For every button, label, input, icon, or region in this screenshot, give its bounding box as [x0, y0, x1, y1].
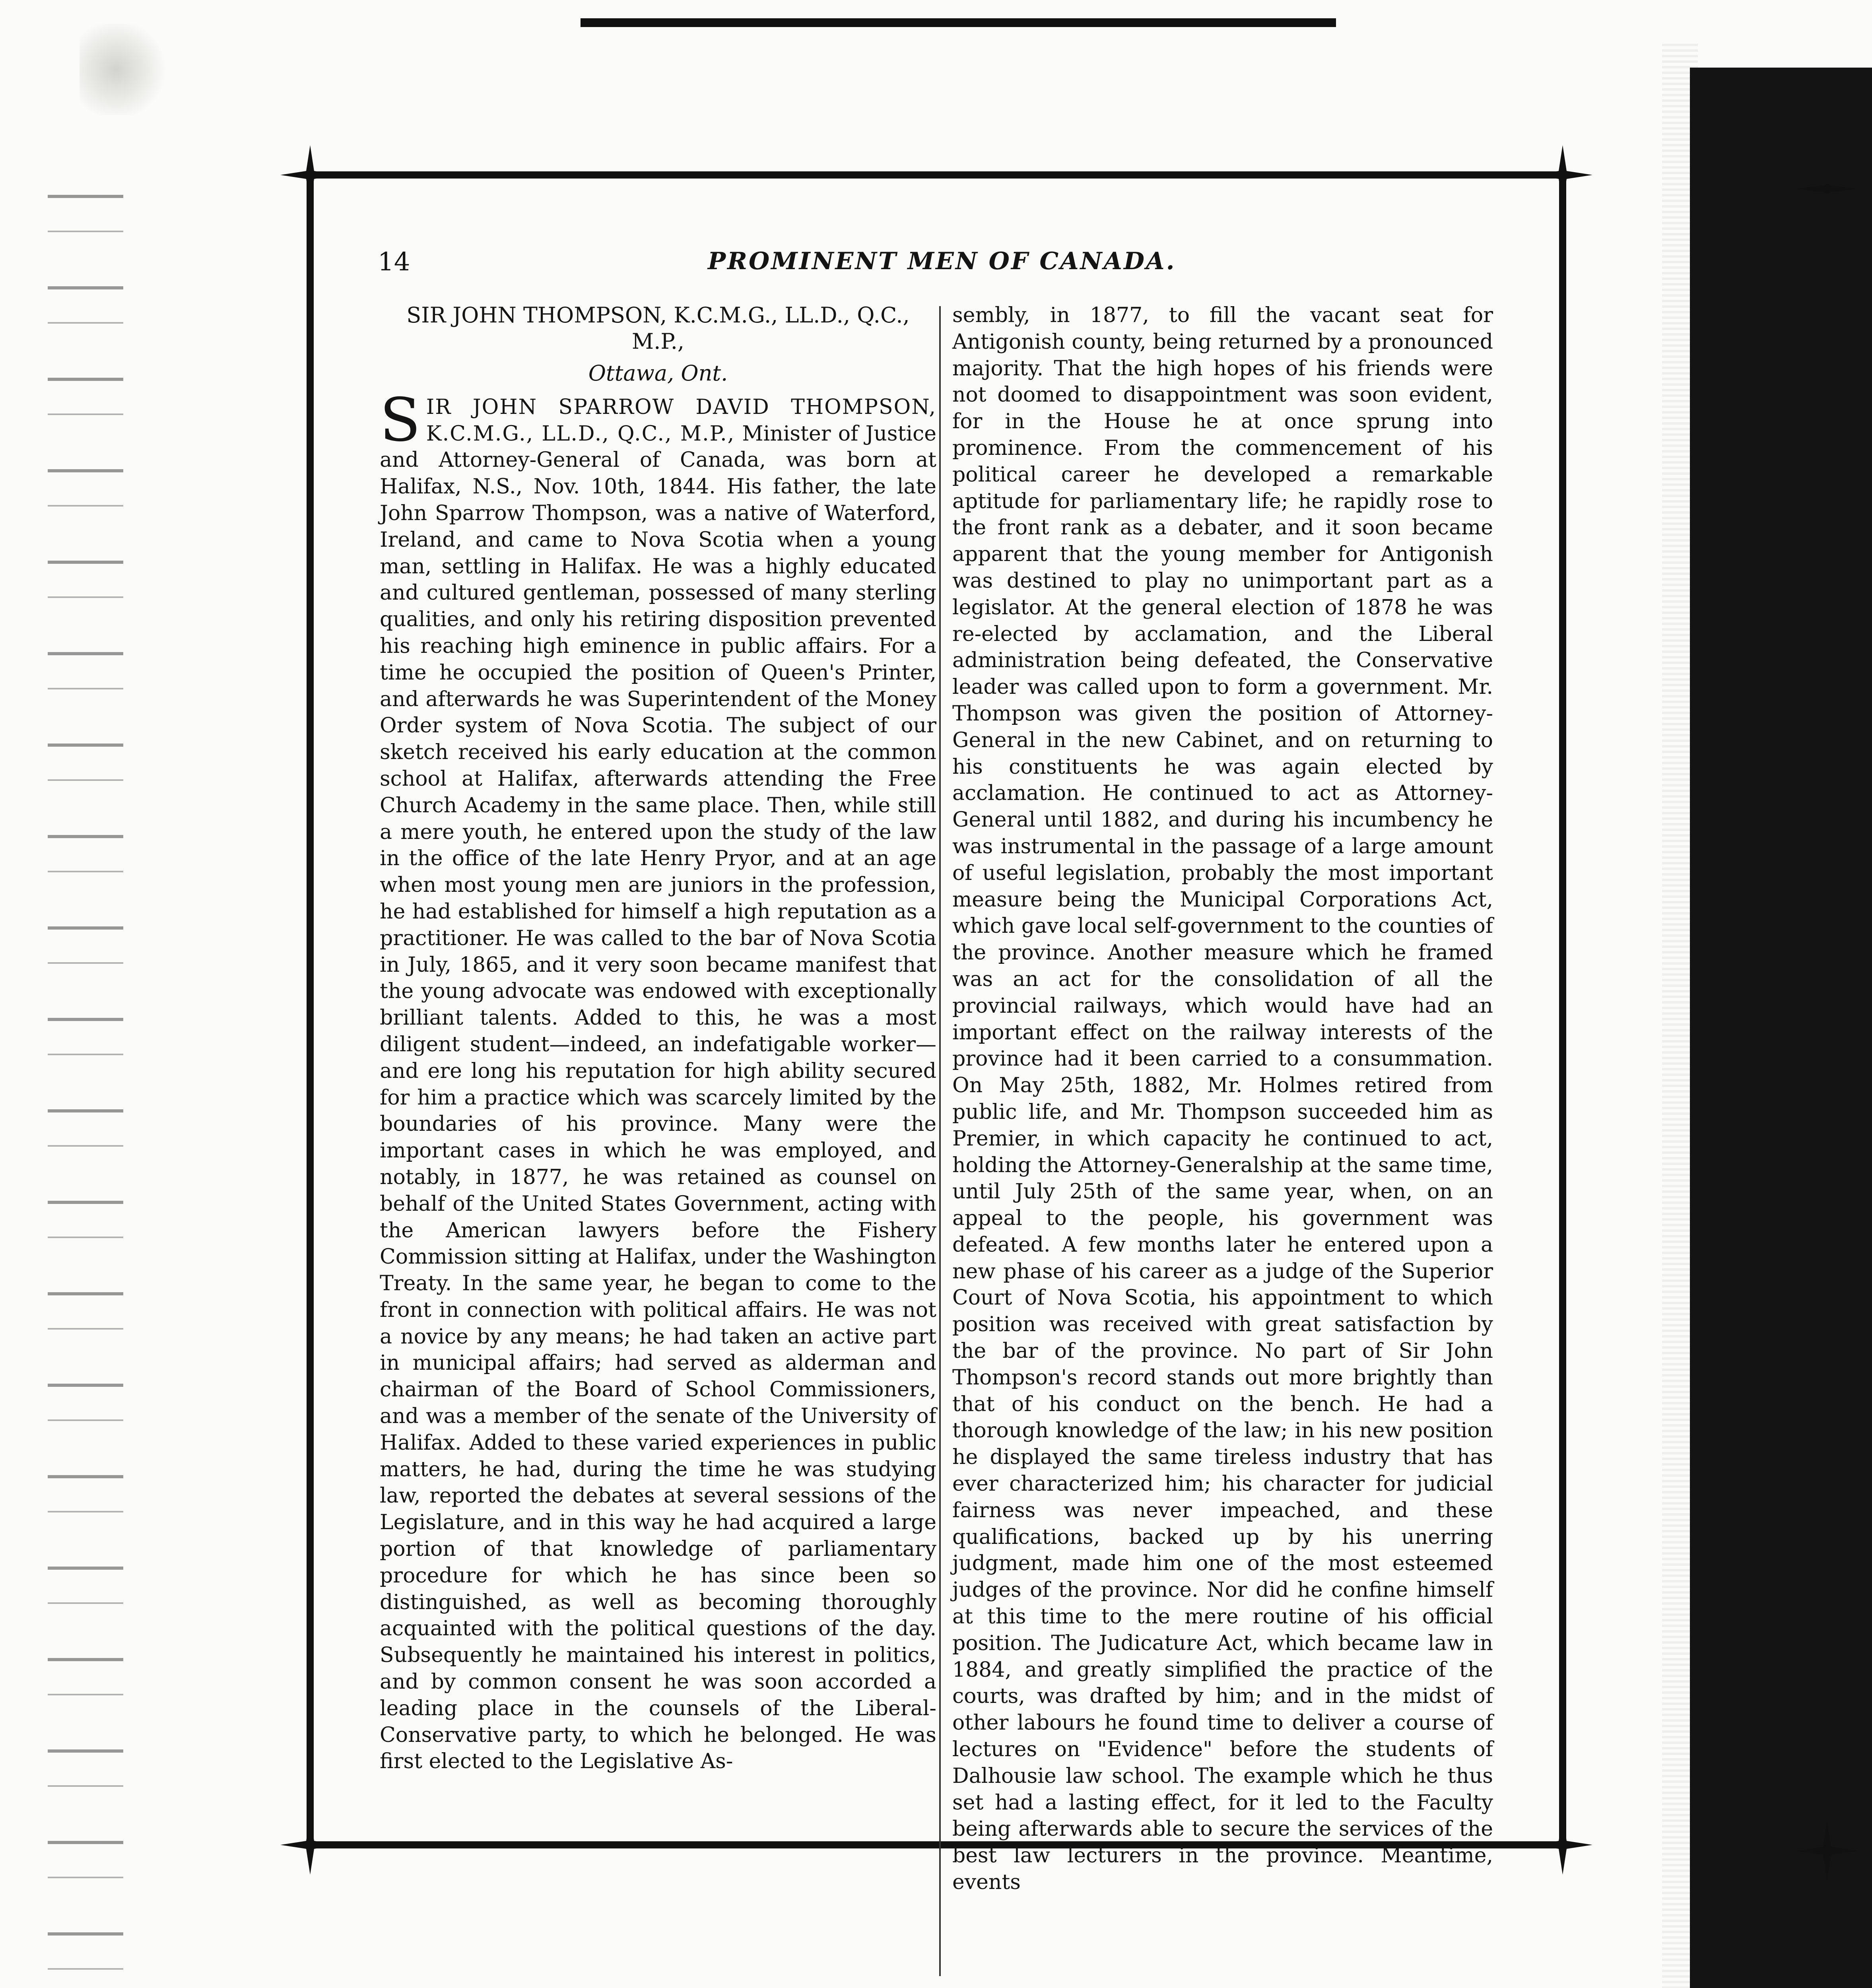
left-column: [380, 302, 936, 1775]
corner-ornament-bottom-left: [280, 1815, 340, 1875]
drop-cap: S: [380, 385, 421, 455]
page-number: 14: [378, 247, 410, 277]
scan-black-edge-right: [1690, 68, 1872, 1988]
running-title: PROMINENT MEN OF CANADA.: [708, 247, 1176, 275]
corner-ornament-bottom-right: [1533, 1815, 1592, 1875]
left-column-text: Minister of Justice and Attorney-General of Canada, was born at Halifax, N.S., Nov. 10th, 1844. His father, the late John Sparrow Thompson, was a native of Waterford, Ireland, and came to Nova Scotia when a young man, settling in Halifax. He was a highly educated and cultured gentleman, possessed of many sterling qualities, and only his retiring disposition prevented his reaching high eminence in public affairs. For a time he occupied the position of Queen's Printer, and afterwards he was Superintendent of the Money Order system of Nova Scotia. The subject of our sketch received his early education at the common school at Halifax, afterwards attending the Free Church Academy in the same place. Then, while still a mere youth, he entered upon the study of the law in the office of the late Henry Pryor, and at an age when most young men are juniors in the profession, he had established for himself a high reputation as a practitioner. He was called to the bar of Nova Scotia in July, 1865, and it very soon became manifest that the young advocate was endowed with exceptionally brilliant talents. Added to this, he was a most diligent student—indeed, an indefatigable worker—and ere long his reputation for high ability secured for him a practice which was scarcely limited by the boundaries of his province. Many were the important cases in which he was employed, and notably, in 1877, he was retained as counsel on behalf of the United States Government, acting with the American lawyers before the Fishery Commission sitting at Halifax, under the Washington Treaty. In the same year, he began to come to the front in connection with political affairs. He was not a novice by any means; he had taken an active part in municipal affairs; had served as alderman and chairman of the Board of School Commissioners, and was a member of the senate of the University of Halifax. Added to these varied experiences in public matters, he had, during the time he was studying law, reported the debates at several sessions of the Legislature, and in this way he had acquired a large portion of that knowledge of parliamentary procedure for which he has since been so distinguished, as well as becoming thoroughly acquainted with the political questions of the day. Subsequently he maintained his interest in politics, and by common consent he was soon accorded a leading place in the counsels of the Liberal-Conservative party, to which he belonged. He was first elected to the Legislative As-: [380, 421, 937, 1774]
scan-edge-marks-left: [48, 167, 123, 1988]
scan-noise-top-left: [80, 24, 171, 115]
corner-ornament-top-right: [1533, 145, 1592, 205]
article-body-left: [380, 385, 937, 1775]
edge-ornament-top-right: [1797, 159, 1857, 219]
border-left-rule: [307, 175, 314, 1845]
corner-ornament-top-left: [280, 145, 340, 205]
article-lead: IR JOHN SPARROW DAVID THOMPSON, K.C.M.G., LL.D., Q.C., M.P.,: [426, 395, 936, 446]
running-head: [378, 247, 1177, 279]
border-top-rule: [310, 171, 1563, 179]
article-heading: SIR JOHN THOMPSON, K.C.M.G., LL.D., Q.C., M.P.,: [406, 303, 910, 354]
article-location: Ottawa, Ont.: [588, 361, 728, 386]
right-column: [952, 302, 1493, 1896]
right-column-text: sembly, in 1877, to fill the vacant seat for Antigonish county, being returned by a pronounced majority. That the high hopes of his friends were not doomed to disappointment was soon evident, for in the House he at once sprung into prominence. From the commencement of his political career he developed a remarkable aptitude for parliamentary life; he rapidly rose to the front rank as a debater, and it soon became apparent that the young member for Antigonish was destined to play no unimportant part as a legislator. At the general election of 1878 he was re-elected by acclamation, and the Liberal administration being defeated, the Conservative leader was called upon to form a government. Mr. Thompson was given the position of Attorney-General in the new Cabinet, and on returning to his constituents he was again elected by acclamation. He continued to act as Attorney-General until 1882, and during his incumbency he was instrumental in the passage of a large amount of useful legislation, probably the most important measure being the Municipal Corporations Act, which gave local self-government to the counties of the province. Another measure which he framed was an act for the consolidation of all the provincial railways, which would have had an important effect on the railway interests of the province had it been carried to a consummation. On May 25th, 1882, Mr. Holmes retired from public life, and Mr. Thompson succeeded him as Premier, in which capacity he continued to act, holding the Attorney-Generalship at the same time, until July 25th of the same year, when, on an appeal to the people, his government was defeated. A few months later he entered upon a new phase of his career as a judge of the Superior Court of Nova Scotia, his appointment to which position was received with great satisfaction by the bar of the province. No part of Sir John Thompson's record stands out more brightly than that of his conduct on the bench. He had a thorough knowledge of the law; in his new position he displayed the same tireless industry that has ever characterized him; his character for judicial fairness was never impeached, and these qualifications, backed up by his unerring judgment, made him one of the most esteemed judges of the province. Nor did he confine himself at this time to the mere routine of his official position. The Judicature Act, which became law in 1884, and greatly simplified the practice of the courts, was drafted by him; and in the midst of other labours he found time to deliver a course of lectures on "Evidence" before the students of Dalhousie law school. The example which he thus set had a lasting effect, for it led to the Faculty being afterwards able to secure the services of the best law lecturers in the province. Meantime, events: [952, 303, 1493, 1895]
column-divider: [939, 306, 941, 1976]
border-right-rule: [1559, 175, 1566, 1845]
top-black-rule: [581, 18, 1336, 27]
edge-ornament-bottom-right: [1797, 1821, 1857, 1881]
